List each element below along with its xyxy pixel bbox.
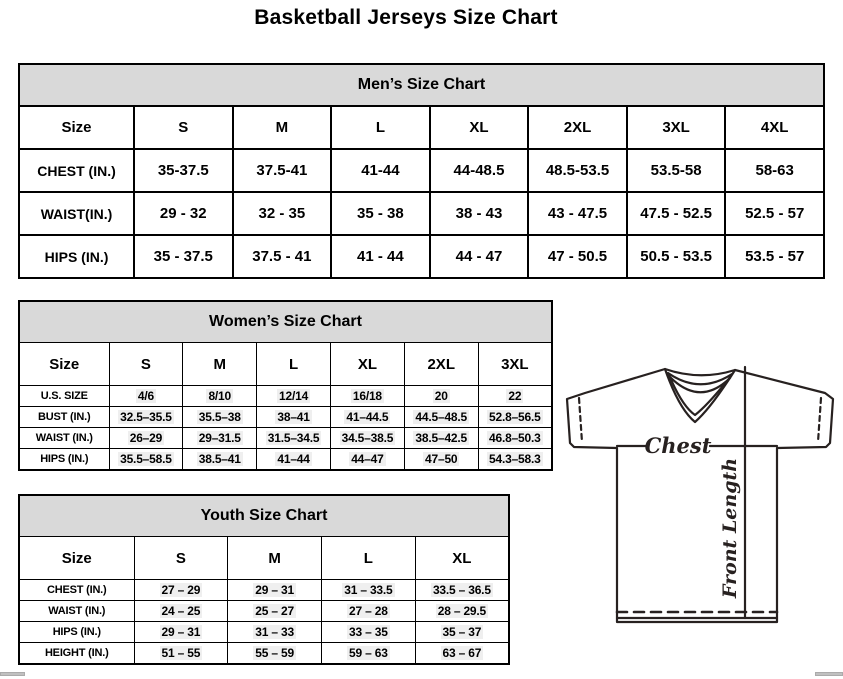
size-cell [322, 622, 416, 643]
column-header: XL [415, 537, 509, 580]
size-cell [109, 407, 183, 428]
size-cell [183, 449, 257, 471]
size-value: 27 – 28 [349, 604, 388, 618]
size-cell [228, 580, 322, 601]
size-cell [330, 428, 404, 449]
row-label: CHEST (IN.) [19, 580, 134, 601]
row-label: HEIGHT (IN.) [19, 643, 134, 665]
table-row [19, 643, 509, 665]
table-row [19, 407, 552, 428]
size-cell [322, 580, 416, 601]
size-value: 4/6 [137, 389, 154, 403]
column-header: 2XL [404, 343, 478, 386]
column-header: 3XL [478, 343, 552, 386]
size-cell: 53.5 - 57 [725, 235, 824, 278]
size-value: 41–44 [277, 452, 310, 466]
column-header: 3XL [627, 106, 726, 149]
page-title: Basketball Jerseys Size Chart [254, 6, 558, 29]
womens-table-title: Women’s Size Chart [19, 301, 552, 343]
column-header: Size [19, 343, 109, 386]
size-value: 8/10 [208, 389, 232, 403]
size-value: 63 – 67 [442, 646, 482, 660]
size-value: 55 – 59 [255, 646, 294, 660]
womens-size-table [18, 300, 553, 471]
table-header-row [19, 537, 509, 580]
size-cell: 43 - 47.5 [528, 192, 627, 235]
column-header: M [233, 106, 332, 149]
size-value: 32.5–35.5 [120, 410, 172, 424]
column-header: L [331, 106, 430, 149]
size-cell [404, 449, 478, 471]
size-value: 31.5–34.5 [267, 431, 320, 445]
size-cell [404, 386, 478, 407]
size-value: 35.5–58.5 [120, 452, 172, 466]
size-cell: 35 - 38 [331, 192, 430, 235]
size-cell: 41-44 [331, 149, 430, 192]
mens-size-table [18, 63, 825, 279]
table-row [19, 601, 509, 622]
youth-table-title: Youth Size Chart [19, 495, 509, 537]
size-value: 54.3–58.3 [489, 452, 541, 466]
column-header: XL [430, 106, 529, 149]
size-value: 51 – 55 [161, 646, 201, 660]
size-cell: 35 - 37.5 [134, 235, 233, 278]
size-cell [404, 428, 478, 449]
size-value: 35 – 37 [442, 625, 482, 639]
size-value: 29 – 31 [161, 625, 201, 639]
jersey-diagram [558, 356, 843, 628]
size-value: 38.5–41 [198, 452, 241, 466]
size-cell: 47.5 - 52.5 [627, 192, 726, 235]
size-cell: 50.5 - 53.5 [627, 235, 726, 278]
size-value: 25 – 27 [255, 604, 294, 618]
size-value: 46.8–50.3 [489, 431, 541, 445]
size-cell [415, 580, 509, 601]
size-cell: 47 - 50.5 [528, 235, 627, 278]
table-row [19, 149, 824, 192]
size-cell [478, 449, 552, 471]
column-header: S [134, 106, 233, 149]
size-cell: 37.5 - 41 [233, 235, 332, 278]
size-value: 31 – 33 [255, 625, 294, 639]
size-cell: 35-37.5 [134, 149, 233, 192]
size-value: 59 – 63 [349, 646, 388, 660]
size-cell [257, 428, 331, 449]
size-cell [404, 407, 478, 428]
horizontal-scrollbar-right-end[interactable] [815, 672, 843, 676]
size-value: 52.8–56.5 [489, 410, 541, 424]
size-cell: 44 - 47 [430, 235, 529, 278]
size-cell: 29 - 32 [134, 192, 233, 235]
column-header: L [257, 343, 331, 386]
row-label: WAIST(IN.) [19, 192, 134, 235]
table-row [19, 386, 552, 407]
row-label: HIPS (IN.) [19, 235, 134, 278]
size-cell [228, 643, 322, 665]
size-cell [322, 643, 416, 665]
size-cell [330, 407, 404, 428]
column-header: L [322, 537, 416, 580]
table-row [19, 622, 509, 643]
column-header: 4XL [725, 106, 824, 149]
size-cell [109, 386, 183, 407]
column-header: Size [19, 537, 134, 580]
mens-table-title: Men’s Size Chart [19, 64, 824, 106]
size-cell [183, 386, 257, 407]
size-cell [330, 449, 404, 471]
size-cell: 41 - 44 [331, 235, 430, 278]
table-row [19, 580, 509, 601]
front-length-label: Front Length [719, 457, 741, 599]
column-header: 2XL [528, 106, 627, 149]
size-cell [257, 407, 331, 428]
size-value: 29 – 31 [255, 583, 294, 597]
size-value: 34.5–38.5 [341, 431, 394, 445]
row-label: WAIST (IN.) [19, 428, 109, 449]
row-label: WAIST (IN.) [19, 601, 134, 622]
size-cell [109, 449, 183, 471]
size-value: 38–41 [277, 410, 310, 424]
size-cell [322, 601, 416, 622]
horizontal-scrollbar-left-end[interactable] [0, 672, 25, 676]
size-cell: 38 - 43 [430, 192, 529, 235]
size-cell [257, 386, 331, 407]
size-cell [134, 580, 228, 601]
size-cell [134, 601, 228, 622]
size-cell [228, 601, 322, 622]
column-header: Size [19, 106, 134, 149]
size-value: 20 [434, 389, 448, 403]
size-value: 44.5–48.5 [415, 410, 468, 424]
column-header: S [109, 343, 183, 386]
size-cell: 37.5-41 [233, 149, 332, 192]
column-header: M [183, 343, 257, 386]
size-value: 24 – 25 [161, 604, 201, 618]
size-value: 47–50 [425, 452, 458, 466]
size-cell: 32 - 35 [233, 192, 332, 235]
size-value: 12/14 [279, 389, 309, 403]
size-cell: 58-63 [725, 149, 824, 192]
table-header-row [19, 343, 552, 386]
size-value: 41–44.5 [346, 410, 389, 424]
size-cell: 52.5 - 57 [725, 192, 824, 235]
size-cell [330, 386, 404, 407]
size-value: 29–31.5 [198, 431, 241, 445]
table-row [19, 235, 824, 278]
table-row [19, 428, 552, 449]
column-header: M [228, 537, 322, 580]
row-label: HIPS (IN.) [19, 449, 109, 471]
table-row [19, 449, 552, 471]
size-cell [415, 643, 509, 665]
size-cell [183, 407, 257, 428]
size-cell [183, 428, 257, 449]
chest-label: Chest [644, 433, 712, 458]
jersey-outline [567, 369, 833, 622]
row-label: U.S. SIZE [19, 386, 109, 407]
size-cell [478, 407, 552, 428]
size-value: 22 [508, 389, 522, 403]
youth-size-table [18, 494, 510, 665]
size-cell [478, 386, 552, 407]
size-value: 26–29 [129, 431, 163, 445]
size-cell [478, 428, 552, 449]
size-cell [415, 622, 509, 643]
size-value: 44–47 [351, 452, 384, 466]
size-value: 31 – 33.5 [344, 583, 393, 597]
size-cell [134, 643, 228, 665]
size-value: 27 – 29 [161, 583, 201, 597]
size-value: 33 – 35 [349, 625, 388, 639]
size-cell [228, 622, 322, 643]
size-cell: 48.5-53.5 [528, 149, 627, 192]
size-value: 33.5 – 36.5 [432, 583, 491, 597]
size-cell [134, 622, 228, 643]
table-row [19, 192, 824, 235]
size-cell [415, 601, 509, 622]
size-value: 28 – 29.5 [437, 604, 486, 618]
table-header-row [19, 106, 824, 149]
size-value: 35.5–38 [198, 410, 241, 424]
size-cell: 44-48.5 [430, 149, 529, 192]
column-header: XL [330, 343, 404, 386]
row-label: CHEST (IN.) [19, 149, 134, 192]
size-cell [109, 428, 183, 449]
row-label: BUST (IN.) [19, 407, 109, 428]
size-cell [257, 449, 331, 471]
size-value: 16/18 [352, 389, 382, 403]
size-value: 38.5–42.5 [415, 431, 468, 445]
size-cell: 53.5-58 [627, 149, 726, 192]
row-label: HIPS (IN.) [19, 622, 134, 643]
column-header: S [134, 537, 228, 580]
